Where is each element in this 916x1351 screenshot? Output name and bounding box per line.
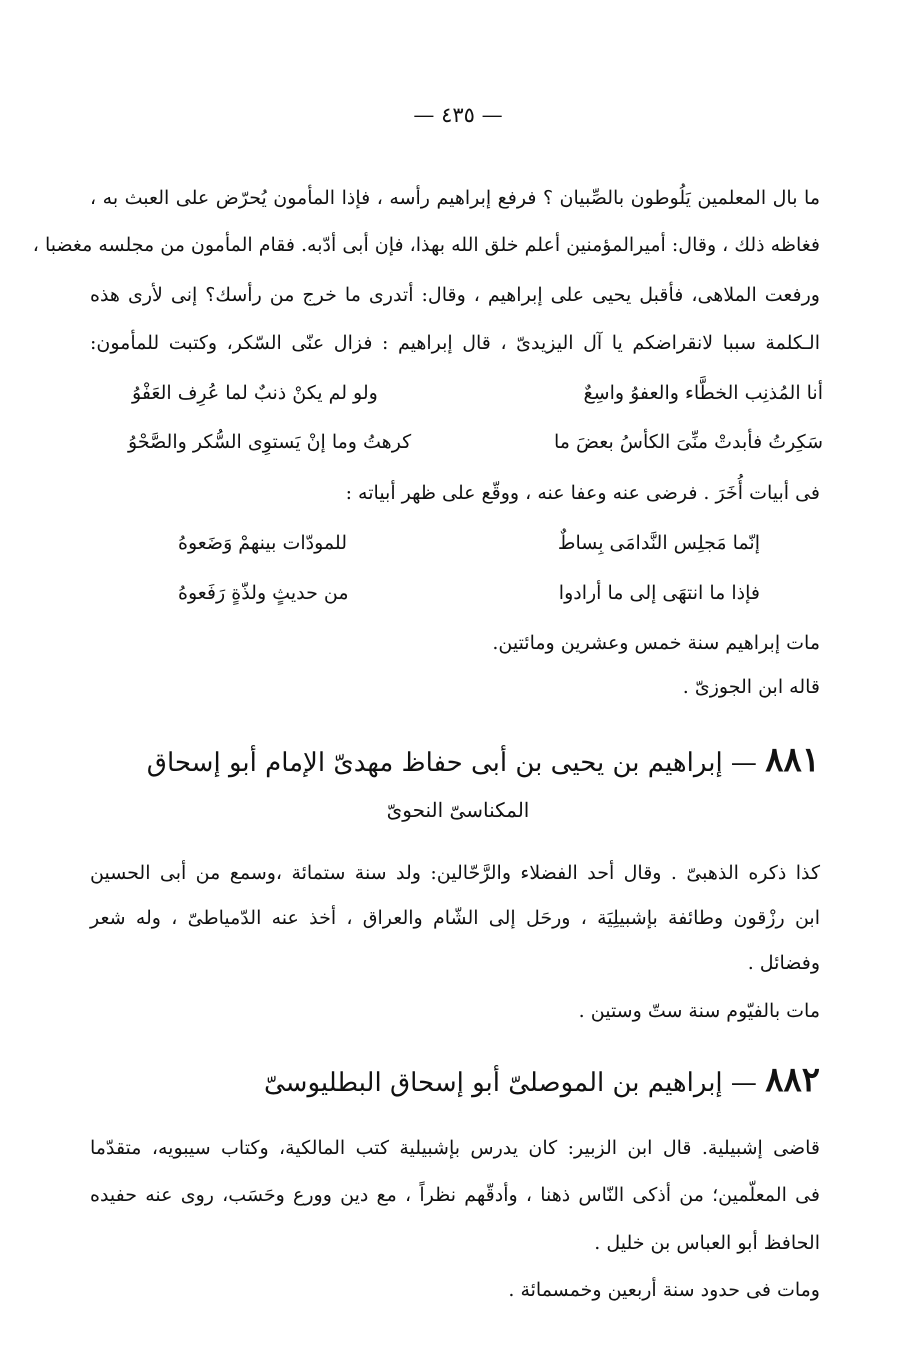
- verse-left-half: للمودّات بينهمْ وَضَعوهُ: [178, 532, 347, 554]
- text-line: ابن رزْقون وطائفة بإشبيلِيَة ، ورحَل إلى الشّام والعراق ، أخذ عنه الدّمياطىّ ، وله شعر: [90, 907, 820, 929]
- source-note: قاله ابن الجوزىّ .: [682, 676, 820, 698]
- death-note: مات بالفيّوم سنة ستّ وستين .: [578, 1000, 820, 1022]
- entry-heading: ٨٨٢ — إبراهيم بن الموصلىّ أبو إسحاق البطليوسىّ: [264, 1060, 820, 1100]
- verse-right-half: فإذا ما انتهَى إلى ما أرادوا: [558, 582, 760, 604]
- death-note: مات إبراهيم سنة خمس وعشرين ومائتين.: [492, 632, 820, 654]
- text-line: الـكلمة سببا لانقراضكم يا آل اليزيدىّ ، قال إبراهيم : فزال عنّى السّكر، وكتبت للمأمون:: [90, 332, 820, 354]
- verse-left-half: كرهتُ وما إنْ يَستوِى السُّكر والصَّحْوُ: [128, 431, 412, 453]
- text-line: قاضى إشبيلية. قال ابن الزبير: كان يدرس بإشبيلية كتب المالكية، وكتاب سيبويه، متقدّما: [90, 1137, 820, 1159]
- text-line: الحافظ أبو العباس بن خليل .: [594, 1232, 820, 1254]
- text-line: ورفعت الملاهى، فأقبل يحيى على إبراهيم ، وقال: أتدرى ما خرج من رأسك؟ إنى لأرى هذه: [90, 284, 820, 306]
- verse-left-half: ولو لم يكنْ ذنبٌ لما عُرِف العَفْوُ: [132, 382, 378, 404]
- text-line: فغاظه ذلك ، وقال: أميرالمؤمنين أعلم خلق الله بهذا، فإن أبى أدّبه. فقام المأمون من مجلسه مغضبا ،: [32, 234, 820, 256]
- entry-number: ٨٨١: [765, 740, 820, 780]
- text-line: كذا ذكره الذهبىّ . وقال أحد الفضلاء والرَّحّالين: ولد سنة ستمائة ،وسمع من أبى الحسين: [90, 862, 820, 884]
- verse-right-half: إنّما مَجلِس النَّدامَى بِساطٌ: [557, 532, 760, 554]
- text-line: فى المعلّمين؛ من أذكى النّاس ذهنا ، وأدقّهم نظراً ، مع دين وورع وحَسَب، روى عنه حفيده: [90, 1184, 820, 1206]
- text-line: وفضائل .: [747, 952, 820, 974]
- entry-heading: ٨٨١ — إبراهيم بن يحيى بن أبى حفاظ مهدىّ الإمام أبو إسحاق: [146, 740, 820, 780]
- verse-left-half: من حديثٍ ولذّةٍ رَفَعوهُ: [178, 582, 349, 604]
- text-line: ما بال المعلمين يَلُوطون بالصِّبيان ؟ فرفع إبراهيم رأسه ، فإذا المأمون يُحرّض على العبث به ،: [90, 187, 820, 209]
- entry-title: إبراهيم بن الموصلىّ أبو إسحاق البطليوسىّ: [264, 1068, 723, 1098]
- text-line: فى أبيات أُخَرَ . فرضى عنه وعفا عنه ، ووقّع على ظهر أبياته :: [345, 482, 820, 504]
- entry-subtitle: المكناسىّ النحوىّ: [386, 798, 530, 822]
- entry-number: ٨٨٢: [765, 1060, 820, 1100]
- page-number: — ٤٣٥ —: [413, 103, 503, 127]
- entry-title: إبراهيم بن يحيى بن أبى حفاظ مهدىّ الإمام أبو إسحاق: [146, 748, 723, 778]
- verse-right-half: سَكِرتُ فأبدتْ منِّىَ الكأسُ بعضَ ما: [554, 431, 823, 453]
- verse-right-half: أنا المُذنِب الخطَّاء والعفوُ واسِعٌ: [583, 382, 823, 404]
- death-note: ومات فى حدود سنة أربعين وخمسمائة .: [508, 1279, 820, 1301]
